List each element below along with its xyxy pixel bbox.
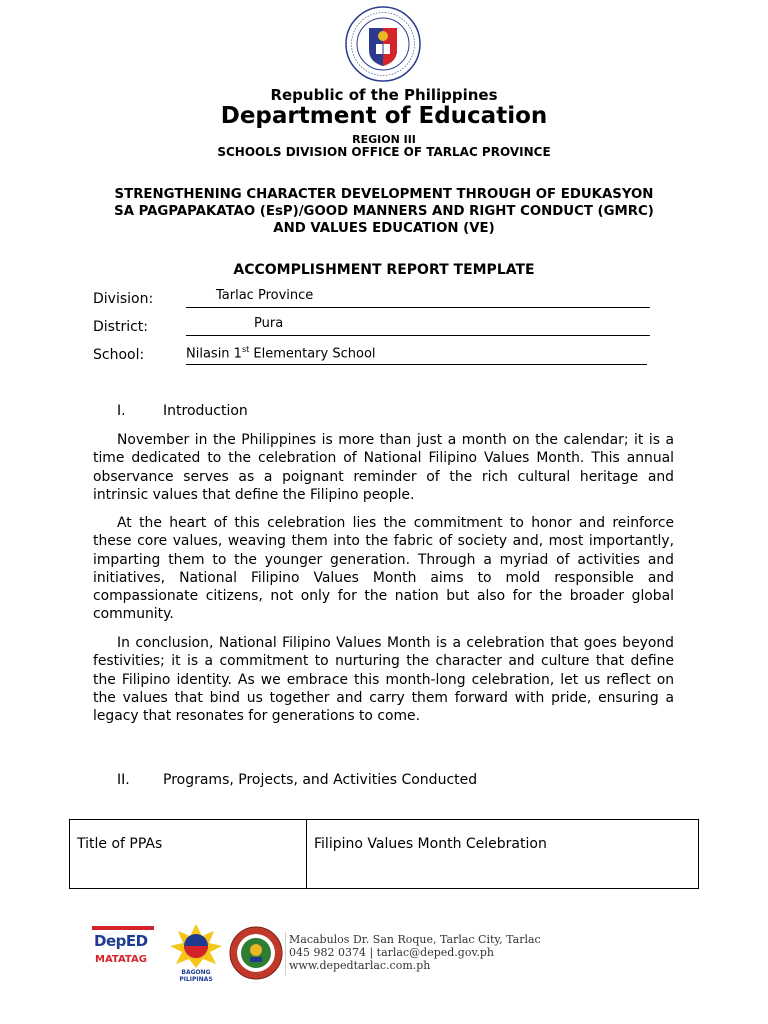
bagong-pilipinas-text: BAGONG PILIPINAS — [179, 969, 213, 983]
intro-paragraph-3: In conclusion, National Filipino Values Month is a celebration that goes beyond festivities; it is a commitment to nurturing the character and culture that define the Filipino identity. As we embrace this month-long celebration, let us reflect on the values that bind us together and carry them forward with pride, ensuring a legacy that resonates for generations to come. — [93, 635, 674, 725]
region-heading: REGION III — [352, 133, 416, 146]
sdo-tarlac-seal-logo — [229, 926, 283, 980]
republic-heading: Republic of the Philippines — [270, 86, 498, 104]
table-row — [70, 820, 699, 889]
ppa-table — [69, 819, 699, 889]
matatag-logo-text: MATATAG — [95, 954, 147, 965]
school-underline — [186, 364, 647, 365]
ppa-value-cell: Filipino Values Month Celebration — [307, 820, 699, 889]
report-title: ACCOMPLISHMENT REPORT TEMPLATE — [233, 262, 535, 278]
school-name-part: Nilasin 1 — [186, 346, 242, 362]
logo-stripe — [92, 926, 154, 930]
intro-paragraph-2: At the heart of this celebration lies the commitment to honor and reinforce these core values, weaving them into the fabric of society and, most importantly, imparting them to the younger generation. Through a myriad of activities and initiatives, National Filipino Values Month aims to mold responsible and compassionate citizens, not only for the nation but also for the broader global community. — [93, 515, 674, 623]
program-title-line-3: AND VALUES EDUCATION (VE) — [273, 221, 495, 236]
section-2-number: II. — [117, 772, 130, 788]
division-value: Tarlac Province — [216, 288, 314, 303]
district-underline — [186, 335, 650, 336]
school-name-rest: Elementary School — [249, 346, 376, 362]
school-value — [186, 345, 376, 361]
program-title-line-2: SA PAGPAPAKATAO (EsP)/GOOD MANNERS AND RIGHT CONDUCT (GMRC) — [114, 204, 654, 219]
bagong-pilipinas-logo — [164, 922, 228, 983]
intro-paragraph-1: November in the Philippines is more than just a month on the calendar; it is a time dedicated to the celebration of National Filipino Values Month. This annual observance serves as a poignant reminder of the rich cultural heritage and intrinsic values that define the Filipino people. — [93, 432, 674, 503]
footer-website: www.depedtarlac.com.ph — [289, 959, 431, 972]
division-underline — [186, 307, 650, 308]
school-name-superscript: st — [241, 345, 250, 354]
section-2-title: Programs, Projects, and Activities Conducted — [163, 772, 478, 788]
deped-logo-text: DepED — [94, 932, 148, 950]
footer-divider — [285, 932, 286, 976]
sun-icon — [164, 922, 228, 968]
footer-contact: 045 982 0374 | tarlac@deped.gov.ph — [289, 946, 494, 959]
footer-address: Macabulos Dr. San Roque, Tarlac City, Tarlac — [289, 933, 541, 946]
section-1-title: Introduction — [163, 403, 248, 419]
school-label: School: — [93, 347, 145, 363]
district-label: District: — [93, 319, 149, 335]
program-title-line-1: STRENGTHENING CHARACTER DEVELOPMENT THROUGH OF EDUKASYON — [114, 187, 654, 202]
deped-matatag-logo — [92, 926, 154, 976]
department-heading: Department of Education — [220, 103, 548, 129]
deped-seal-logo — [345, 6, 421, 82]
section-1-number: I. — [117, 403, 126, 419]
division-office-heading: SCHOOLS DIVISION OFFICE OF TARLAC PROVINCE — [217, 145, 551, 159]
program-title — [0, 186, 768, 237]
ppa-label-cell: Title of PPAs — [70, 820, 307, 889]
division-label: Division: — [93, 291, 154, 307]
district-value: Pura — [254, 316, 284, 331]
